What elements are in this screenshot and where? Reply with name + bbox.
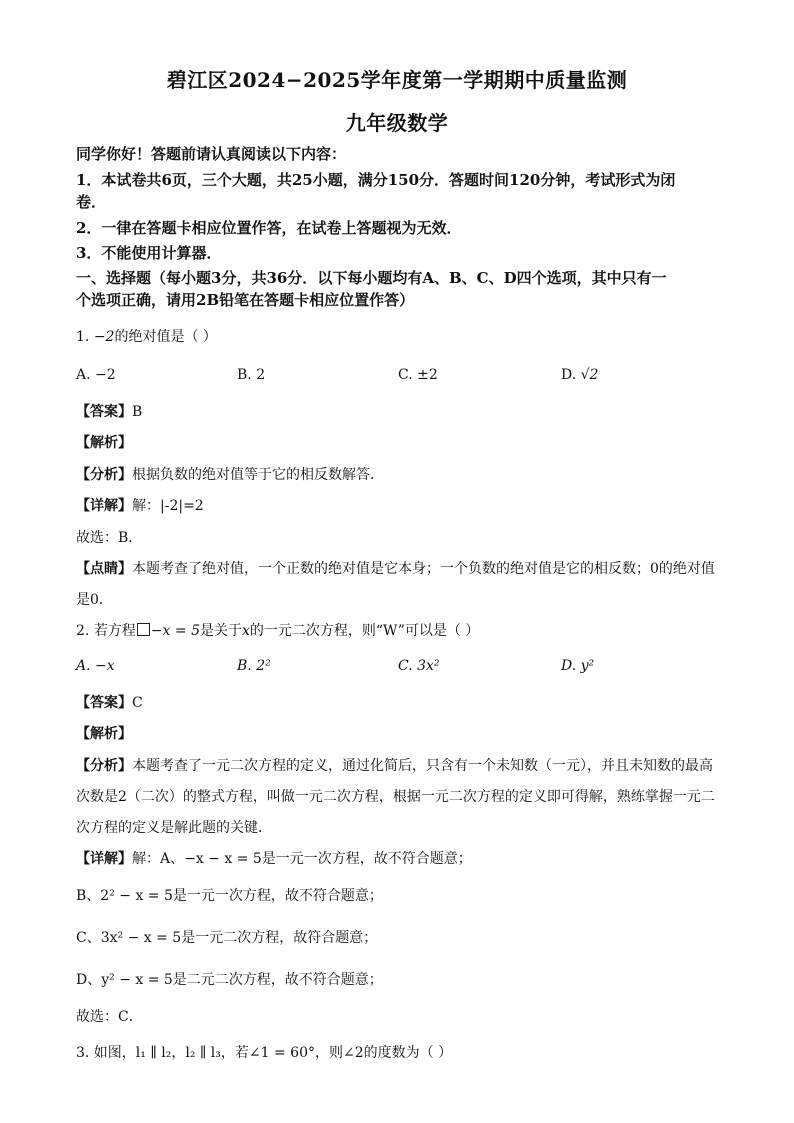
q1-fenxi: 【分析】根据负数的绝对值等于它的相反数解答． (76, 467, 384, 483)
q2-xiangjie-a: 【详解】解：A、−x − x = 5是一元一次方程，故不符合题意； (76, 851, 472, 867)
q1-choice: 故选：B． (76, 530, 143, 546)
q3-stem: 3. 如图，l₁ ∥ l₂，l₂ ∥ l₃，若∠1 = 60°，则∠2的度数为（ ） (76, 1045, 453, 1061)
q1-option-c: C. ±2 (398, 367, 438, 383)
exam-title: 碧江区2024−2025学年度第一学期期中质量监测 (166, 68, 628, 92)
q2-fenxi-b: 次数是2（二次）的整式方程，叫做一元二次方程，根据一元二次方程的定义即可得解，熟练掌握一元二 (76, 789, 715, 805)
instruction-1a: 1．本试卷共6页，三个大题，共25小题，满分150分．答题时间120分钟，考试形式为闭 (76, 171, 676, 189)
instruction-3: 3．不能使用计算器． (76, 244, 222, 262)
q2-option-d: D. y² (561, 658, 595, 674)
q1-xiangjie: 【详解】解：|-2|=2 (76, 498, 204, 514)
instructions-greeting: 同学你好！答题前请认真阅读以下内容： (76, 145, 347, 163)
q1-stem: 1. −2的绝对值是（ ） (76, 329, 217, 345)
q1-option-a: A. −2 (76, 367, 116, 383)
q2-fenxi-a: 【分析】本题考查了一元二次方程的定义，通过化简后，只含有一个未知数（一元），并且未知数的最高 (76, 758, 713, 774)
q1-dianjing-b: 是0． (76, 592, 113, 608)
q2-stem: 2. 若方程 −x = 5是关于x的一元二次方程，则“W”可以是（ ） (76, 623, 480, 639)
q2-analysis-tag: 【解析】 (76, 726, 132, 742)
q2-option-b: B. 2² (237, 658, 271, 674)
q2-answer: 【答案】C (76, 695, 143, 711)
q1-answer: 【答案】B (76, 404, 143, 420)
q2-line-c: C、3x² − x = 5是一元二次方程，故符合题意； (76, 930, 378, 946)
section1-heading-b: 个选项正确，请用2B铅笔在答题卡相应位置作答） (76, 291, 415, 309)
section1-heading-a: 一、选择题（每小题3分，共36分．以下每小题均有A、B、C、D四个选项，其中只有一 (76, 269, 667, 287)
q1-option-d: D. √2 (561, 367, 599, 383)
q2-option-a: A. −x (76, 658, 115, 674)
blank-box-icon (137, 623, 150, 636)
q1-option-b: B. 2 (237, 367, 266, 383)
instruction-2: 2．一律在答题卡相应位置作答，在试卷上答题视为无效． (76, 219, 462, 237)
q2-choice: 故选：C． (76, 1009, 143, 1025)
sqrt2-math: √2 (580, 367, 599, 383)
q1-analysis-tag: 【解析】 (76, 435, 132, 451)
q2-fenxi-c: 次方程的定义是解此题的关键． (76, 820, 272, 836)
q1-dianjing-a: 【点睛】本题考查了绝对值，一个正数的绝对值是它本身；一个负数的绝对值是它的相反数；0的绝对值 (76, 561, 715, 577)
q2-line-d: D、y² − x = 5是二元二次方程，故不符合题意； (76, 972, 383, 988)
q2-line-b: B、2² − x = 5是一元一次方程，故不符合题意； (76, 888, 383, 904)
q2-option-c: C. 3x² (398, 658, 440, 674)
instruction-1b: 卷． (76, 193, 107, 211)
exam-subtitle: 九年级数学 (345, 111, 449, 135)
